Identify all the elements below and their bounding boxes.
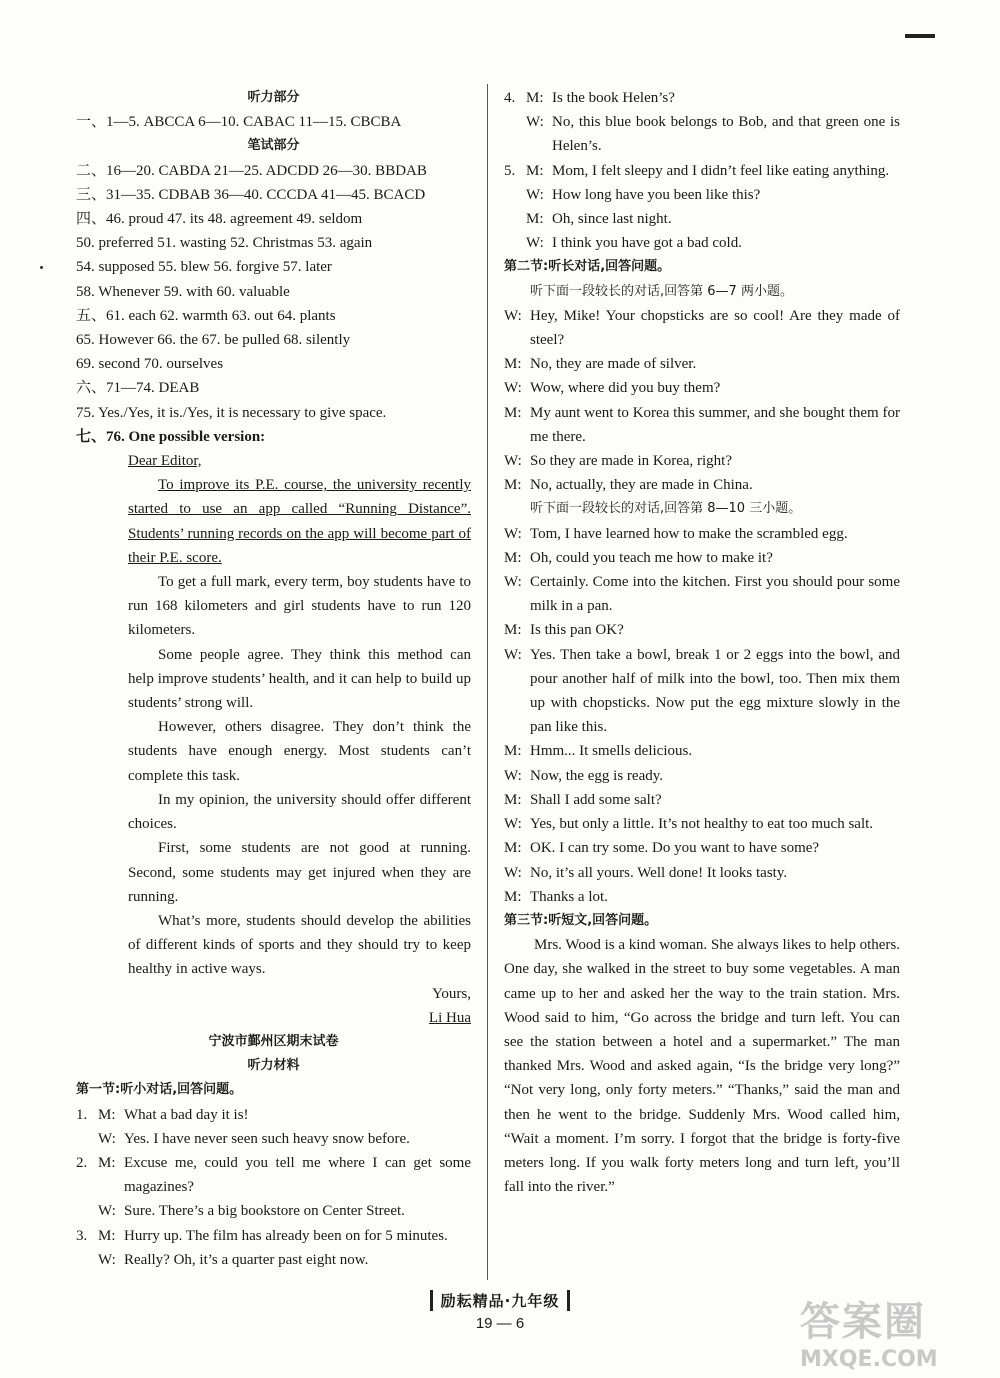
answer-line: 75. Yes./Yes, it is./Yes, it is necessary to give space.: [76, 404, 387, 421]
utterance: Is this pan OK?: [530, 622, 624, 639]
essay-paragraph: First, some students are not good at running. Second, some students may get injured when they are running.: [128, 840, 471, 905]
section-heading: 第三节:听短文,回答问题。: [504, 912, 658, 928]
essay-paragraph: To improve its P.E. course, the university recently started to use an app called “Running Distance”. Students’ running records on the app will become part of their P.E. score.: [128, 477, 471, 566]
utterance: Hey, Mike! Your chopsticks are so cool! Are they made of steel?: [530, 307, 900, 349]
speaker: M:: [504, 743, 522, 760]
watermark: [800, 1290, 990, 1370]
utterance: So they are made in Korea, right?: [530, 453, 733, 470]
dialog-line: [504, 788, 900, 812]
speaker: M:: [504, 791, 522, 808]
watermark-logo: 答案圈: [800, 1299, 926, 1345]
exam-title: 宁波市鄞州区期末试卷: [208, 1033, 339, 1049]
dialog-line: [504, 86, 900, 110]
utterance: Yes. I have never seen such heavy snow before.: [124, 1130, 410, 1147]
utterance: No, this blue book belongs to Bob, and that green one is Helen’s.: [552, 114, 900, 155]
utterance: How long have you been like this?: [552, 186, 761, 203]
answer-line: 三、31—35. CDBAB 36—40. CCCDA 41—45. BCACD: [76, 186, 426, 203]
speaker: W:: [504, 646, 522, 663]
dialog-line: [504, 836, 900, 860]
page-number: 19 — 6: [475, 1315, 525, 1332]
utterance: Certainly. Come into the kitchen. First you should pour some milk in a pan.: [530, 574, 900, 615]
section-intro: 听下面一段较长的对话,回答第 6—7 两小题。: [530, 283, 793, 299]
utterance: No, they are made of silver.: [530, 356, 697, 373]
speaker: M:: [504, 549, 522, 566]
speaker: W:: [526, 235, 544, 252]
speaker: W:: [504, 767, 522, 784]
speaker: W:: [526, 114, 544, 131]
dialog-line: [504, 643, 900, 740]
right-column: [504, 86, 900, 1199]
utterance: Sure. There’s a big bookstore on Center Street.: [124, 1203, 405, 1220]
speaker: M:: [504, 477, 522, 494]
left-column: [76, 86, 471, 1272]
speaker: W:: [504, 525, 522, 542]
speaker: M:: [504, 404, 522, 421]
margin-dot: [40, 266, 43, 269]
dialog-line: [76, 1127, 471, 1151]
speaker: M:: [504, 840, 522, 857]
item-number: [504, 110, 526, 158]
speaker: W:: [504, 574, 522, 591]
dialog-line: [504, 304, 900, 352]
item-number: [504, 207, 526, 231]
answer-line: 一、1—5. ABCCA 6—10. CABAC 11—15. CBCBA: [76, 114, 402, 131]
dialog-line: [504, 207, 900, 231]
utterance: Now, the egg is ready.: [530, 767, 664, 784]
speaker: W:: [98, 1203, 116, 1220]
utterance: Hurry up. The film has already been on for 5 minutes.: [124, 1227, 448, 1244]
dialog-line: [76, 1103, 471, 1127]
dialog-line: [504, 473, 900, 497]
speaker: W:: [504, 453, 522, 470]
utterance: Hmm... It smells delicious.: [530, 743, 693, 760]
utterance: Shall I add some salt?: [530, 791, 662, 808]
answer-line: 四、46. proud 47. its 48. agreement 49. seldom: [76, 211, 363, 228]
section-heading: 第二节:听长对话,回答问题。: [504, 259, 671, 275]
speaker: M:: [504, 356, 522, 373]
dialog-line: [76, 1199, 471, 1223]
material-title: 听力材料: [247, 1058, 300, 1074]
dialog-line: [504, 376, 900, 400]
speaker: M:: [526, 90, 544, 106]
dialog-line: [76, 1248, 471, 1272]
item-number: [76, 1199, 98, 1223]
utterance: Yes. Then take a bowl, break 1 or 2 eggs into the bowl, and pour another half of milk into the bowl, too. Then mix them up with chopsticks. Now put the egg mixture slowly in the pan like this.: [530, 646, 900, 736]
short-dialog-list: [504, 86, 900, 255]
answer-line: 50. preferred 51. wasting 52. Christmas 53. again: [76, 235, 373, 252]
speaker: M:: [526, 162, 544, 179]
essay-paragraph: Some people agree. They think this method can help improve students’ health, and it can help to build up students’ strong will.: [128, 646, 471, 712]
speaker: W:: [504, 864, 522, 881]
utterance: Is the book Helen’s?: [552, 90, 675, 106]
speaker: M:: [98, 1227, 116, 1244]
written-heading: 笔试部分: [247, 138, 300, 154]
essay-paragraph: What’s more, students should develop the abilities of different kinds of sports and they should try to keep healthy in active ways.: [128, 912, 471, 978]
utterance: Really? Oh, it’s a quarter past eight now.: [124, 1251, 369, 1268]
utterance: Wow, where did you buy them?: [530, 380, 721, 397]
utterance: No, actually, they are made in China.: [530, 477, 753, 494]
brand-label: 励耘精品·九年级: [430, 1290, 571, 1311]
item-number: 3.: [76, 1227, 88, 1244]
item-number: [504, 183, 526, 207]
speaker: W:: [504, 380, 522, 397]
utterance: Thanks a lot.: [530, 888, 608, 905]
dialog-line: [504, 352, 900, 376]
essay-paragraph: However, others disagree. They don’t think the students have enough energy. Most students can’t complete this task.: [128, 719, 471, 784]
writing-heading: 七、76. One possible version:: [76, 428, 266, 445]
dialog-line: [504, 885, 900, 909]
dialog-line: [504, 231, 900, 255]
dialog-line: [504, 449, 900, 473]
dialog-line: [504, 570, 900, 618]
dialog-line: [504, 618, 900, 642]
long-dialog-1: [504, 304, 900, 498]
answer-line: 54. supposed 55. blew 56. forgive 57. later: [76, 259, 332, 276]
utterance: Yes, but only a little. It’s not healthy to eat too much salt.: [530, 816, 874, 833]
dialog-line: [504, 110, 900, 158]
column-divider: [487, 84, 488, 1280]
dialog-line: [504, 764, 900, 788]
utterance: My aunt went to Korea this summer, and she bought them for me there.: [530, 404, 900, 445]
dialog-line: [504, 183, 900, 207]
answer-line: 二、16—20. CABDA 21—25. ADCDD 26—30. BBDAB: [76, 162, 427, 179]
item-number: 4.: [504, 90, 516, 106]
corner-mark: [905, 34, 935, 38]
utterance: Excuse me, could you tell me where I can get some magazines?: [124, 1154, 471, 1196]
dialog-line: [504, 546, 900, 570]
essay-paragraph: In my opinion, the university should offer different choices.: [128, 791, 471, 833]
listening-heading: 听力部分: [247, 90, 300, 105]
utterance: Tom, I have learned how to make the scrambled egg.: [530, 525, 848, 542]
essay-greeting: Dear Editor,: [128, 453, 202, 470]
speaker: M:: [504, 888, 522, 905]
section-intro: 听下面一段较长的对话,回答第 8—10 三小题。: [530, 501, 802, 517]
item-number: 1.: [76, 1106, 88, 1123]
short-dialog-list: [76, 1103, 471, 1272]
utterance: Oh, since last night.: [552, 211, 672, 228]
item-number: [76, 1248, 98, 1272]
dialog-line: [504, 861, 900, 885]
long-dialog-2: [504, 522, 900, 909]
utterance: I think you have got a bad cold.: [552, 235, 742, 252]
essay-closing: Yours,: [432, 985, 471, 1002]
utterance: Mom, I felt sleepy and I didn’t feel like eating anything.: [552, 162, 890, 179]
utterance: No, it’s all yours. Well done! It looks tasty.: [530, 864, 788, 881]
speaker: M:: [504, 622, 522, 639]
answer-line: 六、71—74. DEAB: [76, 380, 200, 397]
item-number: [76, 1127, 98, 1151]
dialog-line: [504, 522, 900, 546]
essay-paragraph: To get a full mark, every term, boy students have to run 168 kilometers and girl students have to run 120 kilometers.: [128, 574, 471, 639]
answer-line: 五、61. each 62. warmth 63. out 64. plants: [76, 307, 336, 324]
dialog-line: [504, 401, 900, 449]
utterance: Oh, could you teach me how to make it?: [530, 549, 773, 566]
dialog-line: [504, 159, 900, 183]
dialog-line: [76, 1151, 471, 1199]
item-number: 2.: [76, 1154, 88, 1171]
utterance: OK. I can try some. Do you want to have some?: [530, 840, 820, 857]
section-heading: 第一节:听小对话,回答问题。: [76, 1082, 243, 1098]
passage-text: Mrs. Wood is a kind woman. She always likes to help others. One day, she walked in the street to buy some vegetables. A man came up to her and asked her the way to the train station. Mrs. Wood said to him, “Go across the bridge and turn left. You can see the station between a hotel and a supermarket.” The man thanked Mrs. Wood and asked again, “Is the bridge very long?” “Not very long, only forty meters.” “Thanks,” said the man and then he went to the bridge. Suddenly Mrs. Wood called him, “Wait a moment. I’m sorry. I forgot that the bridge is forty-five meters long. If you walk forty meters long and turn left, you’ll fall into the river.”: [504, 937, 900, 1196]
watermark-url: MXQE.COM: [800, 1347, 938, 1372]
item-number: 5.: [504, 162, 516, 179]
speaker: W:: [526, 186, 544, 203]
answer-line: 69. second 70. ourselves: [76, 356, 224, 373]
speaker: M:: [526, 211, 544, 228]
essay-signature: Li Hua: [428, 1009, 471, 1026]
answer-line: 58. Whenever 59. with 60. valuable: [76, 283, 290, 300]
dialog-line: [76, 1224, 471, 1248]
dialog-line: [504, 739, 900, 763]
dialog-line: [504, 812, 900, 836]
utterance: What a bad day it is!: [124, 1106, 249, 1123]
model-essay: [76, 449, 471, 1030]
speaker: W:: [504, 307, 522, 324]
speaker: M:: [98, 1154, 116, 1171]
answer-line: 65. However 66. the 67. be pulled 68. silently: [76, 332, 351, 349]
speaker: W:: [504, 816, 522, 833]
speaker: W:: [98, 1251, 116, 1268]
speaker: M:: [98, 1106, 116, 1123]
item-number: [504, 231, 526, 255]
speaker: W:: [98, 1130, 116, 1147]
